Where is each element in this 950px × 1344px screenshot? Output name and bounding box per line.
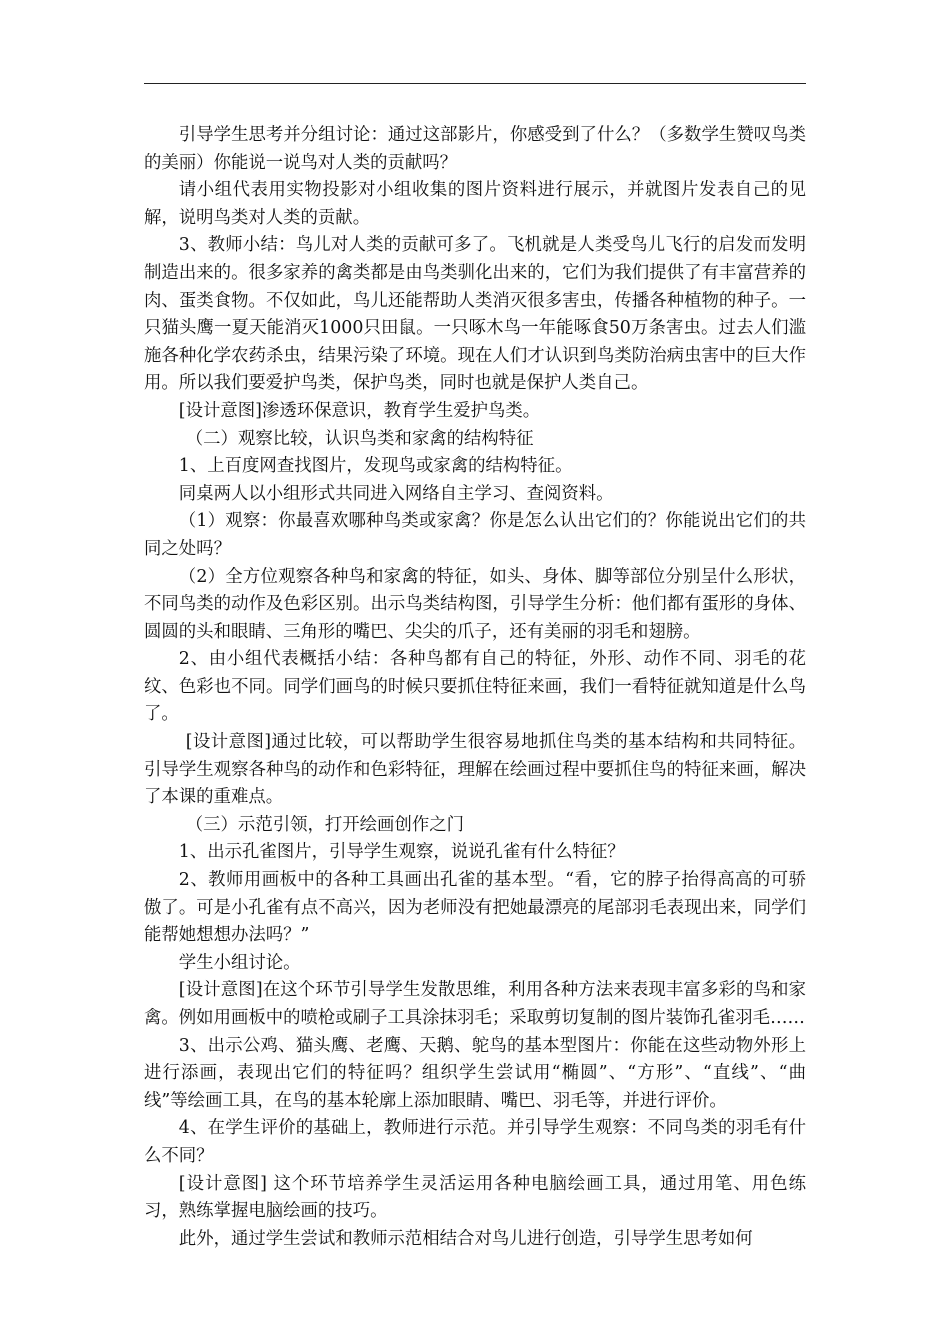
paragraph: 1、出示孔雀图片，引导学生观察，说说孔雀有什么特征？ [178, 842, 625, 863]
section-heading: （三）示范引领，打开绘画创作之门 [185, 814, 465, 835]
paragraph: 学生小组讨论。 [178, 952, 301, 973]
header-rule [144, 83, 806, 84]
paragraph: 请小组代表用实物投影对小组收集的图片资料进行展示，并就图片发表自己的见解，说明鸟类对人类的贡献。 [144, 180, 806, 228]
paragraph: 3、出示公鸡、猫头鹰、老鹰、天鹅、鸵鸟的基本型图片：你能在这些动物外形上进行添画，表现出它们的特征吗？组织学生尝试用“椭圆”、“方形”、“直线”、“曲线”等绘画工具，在鸟的基本轮廓上添加眼睛、嘴巴、羽毛等，并进行评价。 [144, 1035, 806, 1111]
paragraph: 2、教师用画板中的各种工具画出孔雀的基本型。“看，它的脖子抬得高高的可骄傲了。可是小孔雀有点不高兴，因为老师没有把她最漂亮的尾部羽毛表现出来，同学们能帮她想想办法吗？” [144, 870, 806, 946]
design-intent-note: [设计意图]通过比较，可以帮助学生很容易地抓住鸟类的基本结构和共同特征。引导学生观察各种鸟的动作和色彩特征，理解在绘画过程中要抓住鸟的特征来画，解决了本课的重难点。 [144, 732, 806, 808]
design-intent-note: [设计意图]在这个环节引导学生发散思维，利用各种方法来表现丰富多彩的鸟和家禽。例如用画板中的喷枪或刷子工具涂抹羽毛；采取剪切复制的图片装饰孔雀羽毛…… [144, 980, 806, 1028]
paragraph: （2）全方位观察各种鸟和家禽的特征，如头、身体、脚等部位分别呈什么形状，不同鸟类的动作及色彩区别。出示鸟类结构图，引导学生分析：他们都有蛋形的身体、圆圆的头和眼睛、三角形的嘴巴、尖尖的爪子，还有美丽的羽毛和翅膀。 [144, 566, 806, 642]
paragraph: 3、教师小结：鸟儿对人类的贡献可多了。飞机就是人类受鸟儿飞行的启发而发明制造出来的。很多家养的禽类都是由鸟类驯化出来的，它们为我们提供了有丰富营养的肉、蛋类食物。不仅如此，鸟儿还能帮助人类消灭很多害虫，传播各种植物的种子。一只猫头鹰一夏天能消灭1000只田鼠。一只啄木鸟一年能啄食50万条害虫。过去人们滥施各种化学农药杀虫，结果污染了环境。现在人们才认识到鸟类防治病虫害中的巨大作用。所以我们要爱护鸟类，保护鸟类，同时也就是保护人类自己。 [144, 235, 806, 394]
paragraph: 4、在学生评价的基础上，教师进行示范。并引导学生观察：不同鸟类的羽毛有什么不同？ [144, 1118, 806, 1166]
document-body [144, 122, 806, 1253]
paragraph: 2、由小组代表概括小结：各种鸟都有自己的特征，外形、动作不同、羽毛的花纹、色彩也不同。同学们画鸟的时候只要抓住特征来画，我们一看特征就知道是什么鸟了。 [144, 649, 806, 725]
paragraph: 1、上百度网查找图片，发现鸟或家禽的结构特征。 [178, 456, 573, 477]
paragraph: 引导学生思考并分组讨论：通过这部影片，你感受到了什么？（多数学生赞叹鸟类的美丽）你能说一说鸟对人类的贡献吗？ [144, 125, 806, 173]
design-intent-note: [设计意图]渗透环保意识，教育学生爱护鸟类。 [178, 400, 541, 421]
section-heading: （二）观察比较，认识鸟类和家禽的结构特征 [185, 428, 534, 449]
design-intent-note: [设计意图] 这个环节培养学生灵活运用各种电脑绘画工具，通过用笔、用色练习，熟练掌握电脑绘画的技巧。 [144, 1173, 806, 1222]
paragraph: （1）观察：你最喜欢哪种鸟类或家禽？你是怎么认出它们的？你能说出它们的共同之处吗？ [144, 511, 806, 559]
paragraph: 此外，通过学生尝试和教师示范相结合对鸟儿进行创造，引导学生思考如何 [178, 1228, 753, 1249]
paragraph: 同桌两人以小组形式共同进入网络自主学习、查阅资料。 [178, 483, 614, 504]
